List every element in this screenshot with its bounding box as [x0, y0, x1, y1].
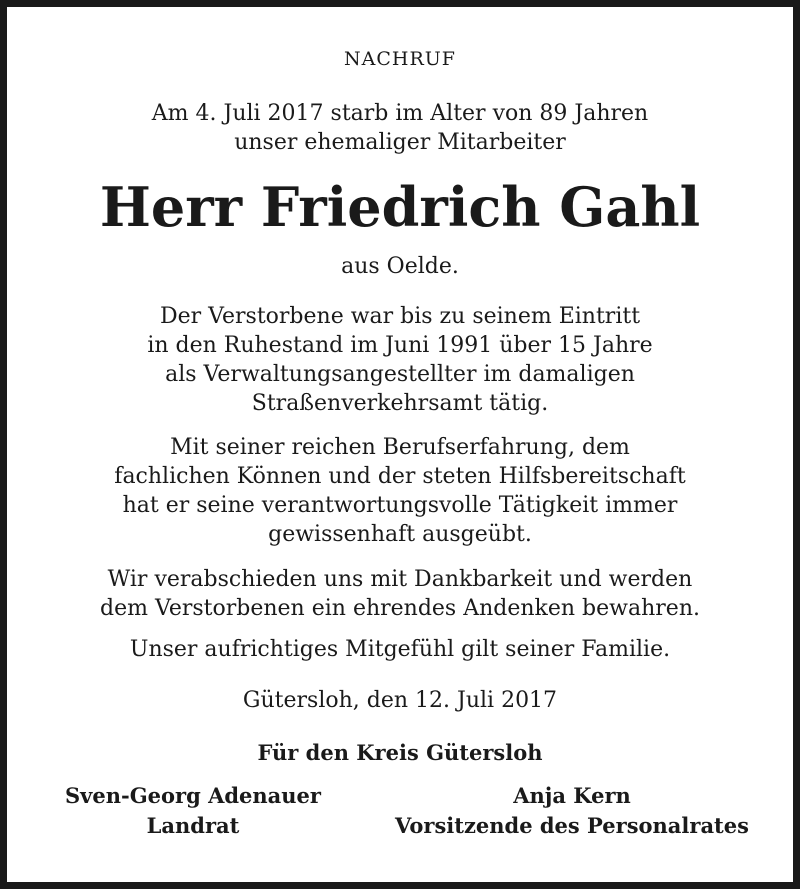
paragraph1-line-3: als Verwaltungsangestellter im damaligen — [165, 362, 635, 387]
signatory-1-title: Landrat — [146, 813, 240, 838]
paragraph2-line-2: fachlichen Können und der steten Hilfsbereitschaft — [114, 464, 686, 489]
signatory-1-name: Sven-Georg Adenauer — [65, 783, 321, 808]
paragraph3-line-2: dem Verstorbenen ein ehrendes Andenken bewahren. — [100, 596, 700, 621]
deceased-name: Herr Friedrich Gahl — [99, 175, 701, 239]
origin-line: aus Oelde. — [341, 254, 459, 279]
paragraph1-line-2: in den Ruhestand im Juni 1991 über 15 Jahre — [147, 333, 653, 358]
paragraph3-line-1: Wir verabschieden uns mit Dankbarkeit und werden — [107, 567, 693, 592]
paragraph2-line-1: Mit seiner reichen Berufserfahrung, dem — [170, 435, 630, 460]
place-date: Gütersloh, den 12. Juli 2017 — [242, 688, 558, 713]
paragraph1-line-1: Der Verstorbene war bis zu seinem Eintritt — [159, 304, 641, 329]
obituary-notice — [7, 7, 793, 882]
paragraph2-line-4: gewissenhaft ausgeübt. — [268, 522, 532, 547]
signatory-2-name: Anja Kern — [513, 783, 631, 808]
paragraph2-line-3: hat er seine verantwortungsvolle Tätigkeit immer — [122, 493, 678, 518]
notice-heading: NACHRUF — [344, 48, 456, 70]
signatory-2-title: Vorsitzende des Personalrates — [395, 813, 749, 838]
intro-line-1: Am 4. Juli 2017 starb im Alter von 89 Jahren — [151, 101, 649, 126]
paragraph1-line-4: Straßenverkehrsamt tätig. — [251, 391, 549, 416]
intro-line-2: unser ehemaliger Mitarbeiter — [234, 130, 566, 155]
paragraph4-line: Unser aufrichtiges Mitgefühl gilt seiner Familie. — [129, 637, 671, 662]
on-behalf-line: Für den Kreis Gütersloh — [257, 740, 543, 765]
